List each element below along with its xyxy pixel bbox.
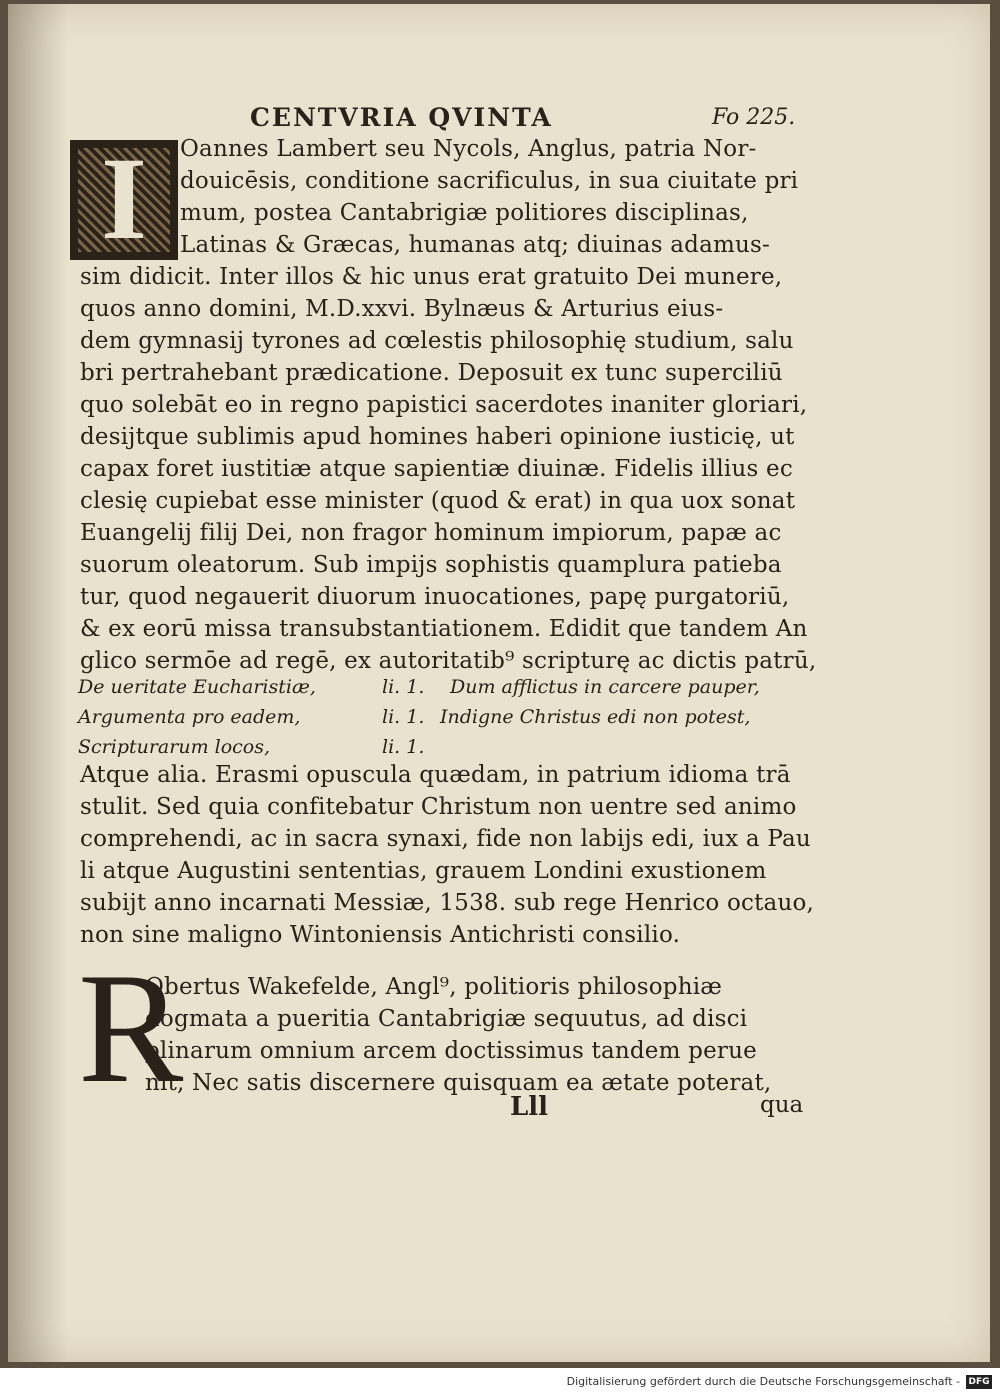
text-line: tur, quod negauerit diuorum inuocationes, papę purgatoriū, bbox=[80, 584, 790, 610]
text-line: li atque Augustini sententias, grauem Londini exustionem bbox=[80, 858, 767, 884]
dfg-logo-icon: DFG bbox=[966, 1375, 992, 1389]
work-incipit: Indigne Christus edi non potest, bbox=[440, 706, 751, 728]
text-line: non sine maligno Wintoniensis Antichristi consilio. bbox=[80, 922, 681, 948]
text-line: bri pertrahebant prædicatione. Deposuit ex tunc superciliū bbox=[80, 360, 783, 386]
decorated-initial-i bbox=[70, 133, 178, 264]
initial-letter-r: R bbox=[78, 941, 184, 1116]
text-line: Oannes Lambert seu Nycols, Anglus, patria Nor- bbox=[180, 136, 757, 162]
folio-number: Fo 225. bbox=[712, 105, 796, 130]
text-line: quo solebāt eo in regno papistici sacerdotes inaniter gloriari, bbox=[80, 392, 808, 418]
text-line: mum, postea Cantabrigiæ politiores disciplinas, bbox=[180, 200, 749, 226]
text-line: clesię cupiebat esse minister (quod & erat) in qua uox sonat bbox=[80, 488, 796, 514]
work-book: li. 1. bbox=[382, 676, 425, 698]
signature-mark: Lll bbox=[510, 1092, 549, 1122]
work-book: li. 1. bbox=[382, 736, 425, 758]
text-line: Obertus Wakefelde, Angl⁹, politioris philosophiæ bbox=[145, 974, 723, 1000]
text-line: nit, Nec satis discernere quisquam ea ætate poterat, bbox=[145, 1070, 772, 1096]
initial-letter: I bbox=[101, 133, 147, 264]
work-title: De ueritate Eucharistiæ, bbox=[78, 676, 316, 698]
text-line: plinarum omnium arcem doctissimus tandem perue bbox=[145, 1038, 757, 1064]
text-line: comprehendi, ac in sacra synaxi, fide non labijs edi, iux a Pau bbox=[80, 826, 811, 852]
running-title: CENTVRIA QVINTA bbox=[250, 103, 553, 132]
work-incipit: Dum afflictus in carcere pauper, bbox=[450, 676, 760, 698]
text-line: sim didicit. Inter illos & hic unus erat gratuito Dei munere, bbox=[80, 264, 783, 290]
text-line: stulit. Sed quia confitebatur Christum non uentre sed animo bbox=[80, 794, 797, 820]
text-line: dogmata a pueritia Cantabrigiæ sequutus, ad disci bbox=[145, 1006, 748, 1032]
text-line: suorum oleatorum. Sub impijs sophistis quamplura patieba bbox=[80, 552, 782, 578]
text-line: Latinas & Græcas, humanas atq; diuinas adamus- bbox=[180, 232, 770, 258]
work-title: Argumenta pro eadem, bbox=[78, 706, 301, 728]
catchword: qua bbox=[760, 1092, 804, 1118]
text-line: douicēsis, conditione sacrificulus, in sua ciuitate pri bbox=[180, 168, 799, 194]
text-line: capax foret iustitiæ atque sapientiæ diuinæ. Fidelis illius ec bbox=[80, 456, 793, 482]
text-line: desijtque sublimis apud homines haberi opinione iusticię, ut bbox=[80, 424, 795, 450]
text-line: subijt anno incarnati Messiæ, 1538. sub rege Henrico octauo, bbox=[80, 890, 815, 916]
text-line: & ex eorū missa transubstantiationem. Edidit que tandem An bbox=[80, 616, 808, 642]
text-line: Atque alia. Erasmi opuscula quædam, in patrium idioma trā bbox=[80, 762, 791, 788]
text-line: Euangelij filij Dei, non fragor hominum impiorum, papæ ac bbox=[80, 520, 782, 546]
spine-shadow bbox=[8, 4, 68, 1362]
text-line: glico sermōe ad regē, ex autoritatib⁹ scripturę ac dictis patrū, bbox=[80, 648, 817, 674]
digitization-credit: Digitalisierung gefördert durch die Deutsche Forschungsgemeinschaft - bbox=[566, 1375, 960, 1388]
text-line: dem gymnasij tyrones ad cœlestis philosophię studium, salu bbox=[80, 328, 794, 354]
text-line: quos anno domini, M.D.xxvi. Bylnæus & Arturius eius- bbox=[80, 296, 724, 322]
work-title: Scripturarum locos, bbox=[78, 736, 271, 758]
work-book: li. 1. bbox=[382, 706, 425, 728]
